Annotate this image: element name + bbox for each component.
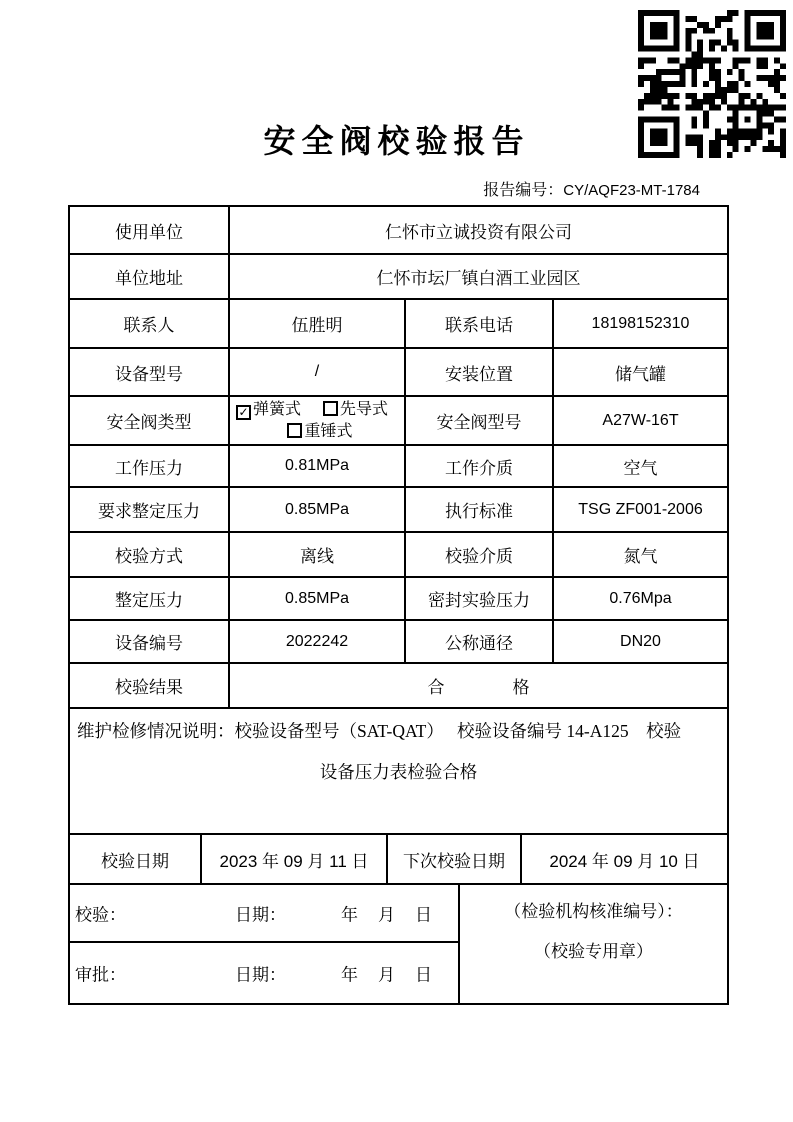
table-row: [69, 884, 728, 942]
table-row: [69, 396, 728, 445]
value-use-unit: 仁怀市立诚投资有限公司: [229, 206, 728, 254]
value-seal-test-pressure: 0.76Mpa: [553, 577, 728, 620]
table-row: [69, 254, 728, 299]
table-row: [69, 445, 728, 487]
maintenance-remark-line2: 设备压力表检验合格: [319, 762, 478, 782]
label-contact-person: 联系人: [69, 299, 229, 348]
label-use-unit: 使用单位: [69, 206, 229, 254]
valve-type-options: [229, 396, 405, 445]
checkbox-option-pilot: [323, 401, 388, 418]
org-approval-number-label: （检验机构核准编号）：: [504, 902, 683, 921]
checkbox-unchecked-icon: [287, 423, 302, 438]
table-row: [69, 532, 728, 577]
value-unit-address: 仁怀市坛厂镇白酒工业园区: [229, 254, 728, 299]
main-info-table: [68, 205, 729, 835]
maintenance-remark-cell: [69, 708, 728, 834]
report-table: [68, 205, 727, 1005]
option-label: 先导式: [340, 400, 389, 418]
table-row: [69, 663, 728, 708]
label-standard: 执行标准: [405, 487, 553, 532]
report-number: [483, 177, 700, 200]
day-label: 日: [415, 905, 432, 925]
value-contact-phone: 18198152310: [553, 299, 728, 348]
valve-type-options-line2: [236, 421, 404, 443]
label-contact-phone: 联系电话: [405, 299, 553, 348]
table-row: [69, 348, 728, 396]
checkbox-option-spring: [236, 401, 301, 418]
option-label: 弹簧式: [253, 400, 302, 418]
value-calibration-medium: 氮气: [553, 532, 728, 577]
signature-table: [68, 883, 729, 1005]
label-valve-type: 安全阀类型: [69, 396, 229, 445]
table-row: [69, 620, 728, 663]
value-valve-model: A27W-16T: [553, 396, 728, 445]
calibrator-signature-cell: [69, 884, 459, 942]
date-row-table: [68, 833, 729, 885]
label-calibration-medium: 校验介质: [405, 532, 553, 577]
maintenance-remark-line1: 维护检修情况说明：校验设备型号（SAT-QAT） 校验设备编号 14-A125 校验: [77, 721, 682, 741]
value-working-pressure: 0.81MPa: [229, 445, 405, 487]
value-required-set-pressure: 0.85MPa: [229, 487, 405, 532]
table-row: [69, 206, 728, 254]
calibrator-label: 校验：: [75, 905, 126, 925]
label-valve-model: 安全阀型号: [405, 396, 553, 445]
report-number-value: CY/AQF23-MT-1784: [563, 182, 700, 199]
value-next-calibration-date: 2024 年 09 月 10 日: [521, 834, 728, 884]
table-row: [69, 299, 728, 348]
value-calibration-method: 离线: [229, 532, 405, 577]
checkbox-unchecked-icon: [323, 401, 338, 416]
year-label: 年: [341, 965, 358, 985]
approver-label: 审批：: [75, 965, 126, 985]
label-calibration-result: 校验结果: [69, 663, 229, 708]
report-number-label: 报告编号：: [483, 182, 564, 199]
checkbox-option-weight: [287, 423, 352, 440]
label-working-pressure: 工作压力: [69, 445, 229, 487]
value-calibration-result: 合 格: [229, 663, 728, 708]
valve-type-options-line1: [236, 399, 404, 421]
value-contact-person: 伍胜明: [229, 299, 405, 348]
value-install-position: 储气罐: [553, 348, 728, 396]
label-calibration-method: 校验方式: [69, 532, 229, 577]
approver-signature-cell: [69, 942, 459, 1004]
value-standard: TSG ZF001-2006: [553, 487, 728, 532]
table-row: [69, 834, 728, 884]
inspection-org-cell: [459, 884, 728, 1004]
label-working-medium: 工作介质: [405, 445, 553, 487]
year-label: 年: [341, 905, 358, 925]
value-nominal-diameter: DN20: [553, 620, 728, 663]
label-seal-test-pressure: 密封实验压力: [405, 577, 553, 620]
page-title: 安全阀校验报告: [263, 123, 530, 159]
table-row: [69, 487, 728, 532]
month-label: 月: [378, 905, 395, 925]
month-label: 月: [378, 965, 395, 985]
label-required-set-pressure: 要求整定压力: [69, 487, 229, 532]
label-calibration-date: 校验日期: [69, 834, 201, 884]
label-install-position: 安装位置: [405, 348, 553, 396]
checkbox-checked-icon: ✓: [236, 405, 251, 420]
date-label: 日期：: [235, 965, 286, 985]
calibration-seal-label: （校验专用章）: [534, 942, 653, 961]
value-equipment-number: 2022242: [229, 620, 405, 663]
label-equipment-number: 设备编号: [69, 620, 229, 663]
value-calibration-date: 2023 年 09 月 11 日: [201, 834, 387, 884]
day-label: 日: [415, 965, 432, 985]
date-label: 日期：: [235, 905, 286, 925]
label-next-calibration-date: 下次校验日期: [387, 834, 521, 884]
label-equipment-model: 设备型号: [69, 348, 229, 396]
value-equipment-model: /: [229, 348, 405, 396]
value-set-pressure: 0.85MPa: [229, 577, 405, 620]
option-label: 重锤式: [304, 422, 353, 440]
table-row: [69, 708, 728, 834]
label-set-pressure: 整定压力: [69, 577, 229, 620]
table-row: [69, 577, 728, 620]
label-nominal-diameter: 公称通径: [405, 620, 553, 663]
label-unit-address: 单位地址: [69, 254, 229, 299]
value-working-medium: 空气: [553, 445, 728, 487]
